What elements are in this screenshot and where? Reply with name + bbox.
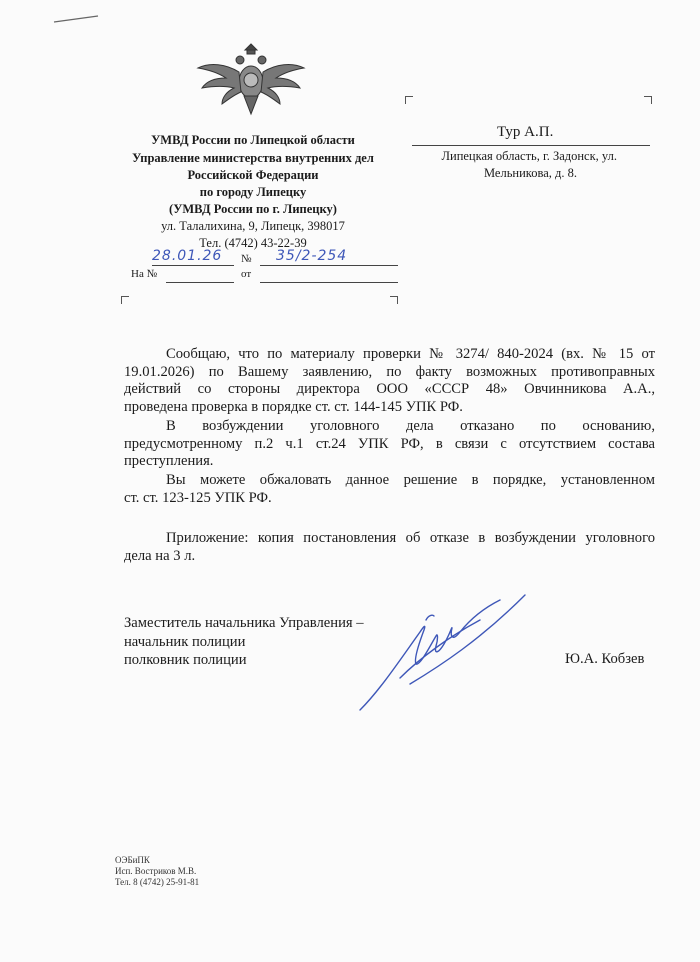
signer-title-line-2: начальник полиции xyxy=(124,634,246,650)
date-underline xyxy=(152,265,234,266)
org-name-line-4: по городу Липецку xyxy=(199,185,307,199)
recipient-address-line-1: Липецкая область, г. Задонск, ул. xyxy=(441,149,617,163)
recipient-address-line-2: Мельникова, д. 8. xyxy=(483,166,577,180)
body-line: Сообщаю, что по материалу проверки № 3274/ 840-2024 (вх. № 15 от xyxy=(166,346,655,362)
paragraph-3 xyxy=(124,472,655,507)
org-name-line-3: Российской Федерации xyxy=(187,168,319,182)
body-line: дела на 3 л. xyxy=(124,547,196,564)
org-name-line-5: (УМВД России по г. Липецку) xyxy=(169,202,337,216)
executor-phone: Тел. 8 (4742) 25-91-81 xyxy=(115,877,200,887)
number-underline xyxy=(260,265,398,266)
org-name-line-1: УМВД России по Липецкой области xyxy=(151,133,355,147)
signer-title-line-3: полковник полиции xyxy=(124,652,247,668)
corner-mark xyxy=(405,96,413,97)
org-name-line-2: Управление министерства внутренних дел xyxy=(132,151,374,165)
na-number-label: На № xyxy=(131,268,158,280)
double-headed-eagle-emblem xyxy=(196,42,306,116)
body-line: предусмотренному п.2 ч.1 ст.24 УПК РФ, в связи с отсутствием состава xyxy=(124,435,655,452)
body-line: преступления. xyxy=(124,453,214,469)
pen-mark xyxy=(52,12,102,26)
body-line: действий со стороны директора ООО «СССР 48» Овчинникова А.А., xyxy=(124,381,655,397)
executor-dept: ОЭБиПК xyxy=(115,855,150,865)
handwritten-number: 35/2-254 xyxy=(276,248,348,264)
executor-name: Исп. Востриков М.В. xyxy=(115,866,197,876)
signer-name: Ю.А. Кобзев xyxy=(565,651,645,667)
ot-label: от xyxy=(241,268,252,280)
org-phone: Тел. (4742) 43-22-39 xyxy=(199,236,307,250)
body-line: Приложение: копия постановления об отказе в возбуждении уголовного xyxy=(166,530,655,546)
paragraph-1 xyxy=(124,346,655,416)
ot-underline xyxy=(260,282,398,283)
paragraph-2 xyxy=(124,418,655,471)
na-underline xyxy=(166,282,234,283)
body-line: проведена проверка в порядке ст. ст. 144-145 УПК РФ. xyxy=(124,398,463,415)
handwritten-date: 28.01.26 xyxy=(152,248,223,264)
body-line: ст. ст. 123-125 УПК РФ. xyxy=(124,489,272,506)
body-line: 19.01.2026) по Вашему заявлению, по факту возможных противоправных xyxy=(124,363,655,380)
corner-mark xyxy=(405,96,406,104)
body-line: В возбуждении уголовного дела отказано по основанию, xyxy=(166,418,655,434)
corner-mark xyxy=(397,296,398,304)
recipient-underline xyxy=(412,145,650,146)
number-sign: № xyxy=(241,253,252,265)
corner-mark xyxy=(121,296,129,297)
corner-mark xyxy=(121,296,122,304)
handwritten-signature xyxy=(340,580,540,720)
recipient-name: Тур А.П. xyxy=(497,124,554,140)
org-address: ул. Талалихина, 9, Липецк, 398017 xyxy=(161,219,345,233)
signer-title-line-1: Заместитель начальника Управления – xyxy=(124,615,364,631)
body-line: Вы можете обжаловать данное решение в порядке, установленном xyxy=(166,472,655,488)
attachment-note xyxy=(124,530,655,565)
corner-mark xyxy=(651,96,652,104)
